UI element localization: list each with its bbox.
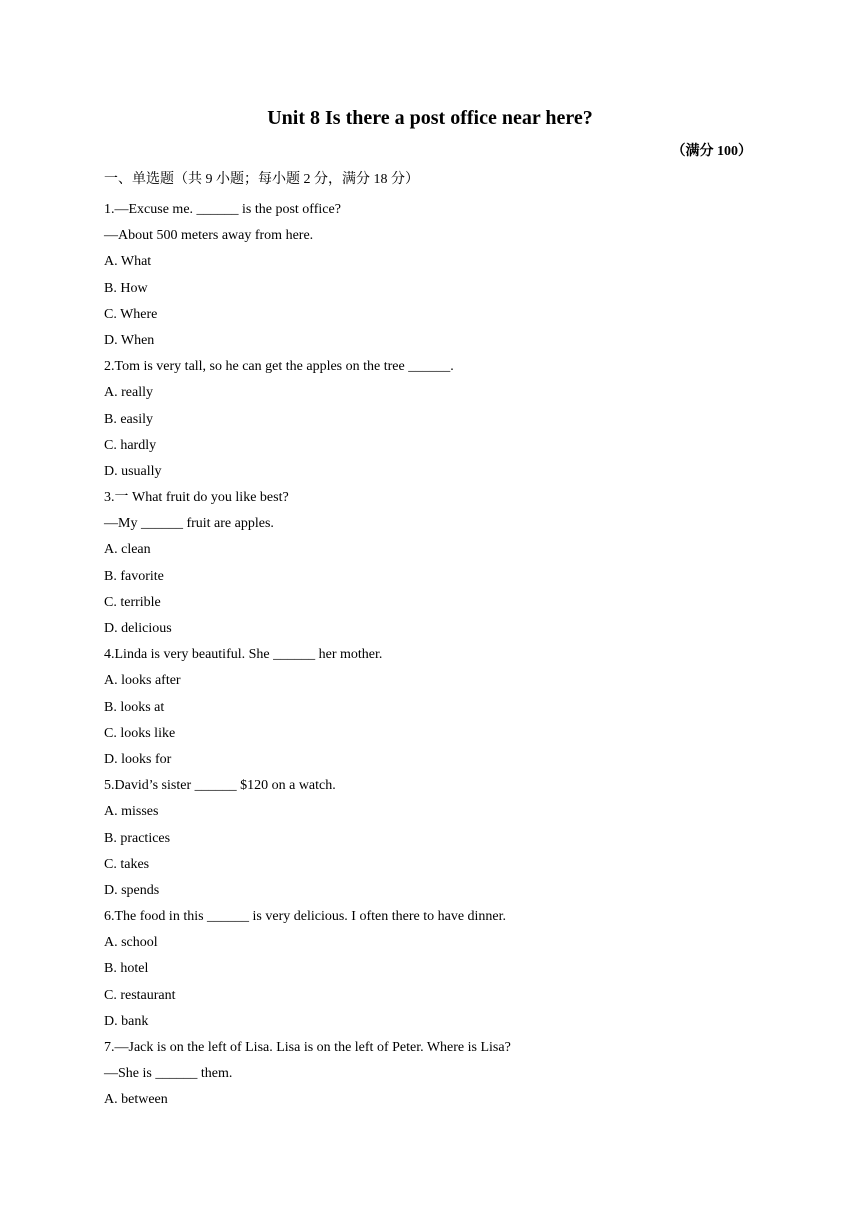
- question-4-option-d: D. looks for: [104, 751, 172, 767]
- question-5-option-d: D. spends: [104, 882, 160, 898]
- question-5-option-c: C. takes: [104, 856, 150, 872]
- question-list: [104, 200, 764, 1117]
- question-6-stem: 6.The food in this ______ is very delicious. I often there to have dinner.: [104, 909, 507, 925]
- question-2-option-a: A. really: [104, 385, 153, 401]
- question-3-option-a: A. clean: [104, 542, 151, 558]
- question-1-option-b: B. How: [104, 280, 148, 296]
- question-7-reply: —She is ______ them.: [104, 1066, 233, 1082]
- question-6-option-c: C. restaurant: [104, 987, 176, 1003]
- question-3-option-b: B. favorite: [104, 568, 164, 584]
- question-1-option-c: C. Where: [104, 306, 158, 322]
- total-score: （满分 100）: [671, 144, 752, 159]
- question-6-option-b: B. hotel: [104, 961, 149, 977]
- question-6-option-a: A. school: [104, 935, 158, 951]
- question-2-stem: 2.Tom is very tall, so he can get the apples on the tree ______.: [104, 359, 454, 375]
- question-2-option-d: D. usually: [104, 463, 162, 479]
- page-title: Unit 8 Is there a post office near here?: [267, 107, 593, 129]
- question-7-option-a: A. between: [104, 1092, 168, 1108]
- question-3-stem: 3.一 What fruit do you like best?: [104, 490, 289, 506]
- question-5-stem: 5.David’s sister ______ $120 on a watch.: [104, 778, 336, 794]
- question-6-option-d: D. bank: [104, 1013, 149, 1029]
- question-3-option-d: D. delicious: [104, 621, 172, 636]
- question-4-stem: 4.Linda is very beautiful. She ______ her mother.: [104, 647, 383, 663]
- question-4-option-b: B. looks at: [104, 699, 165, 715]
- question-2-option-c: C. hardly: [104, 437, 157, 453]
- question-5-option-b: B. practices: [104, 830, 171, 846]
- question-1-stem: 1.—Excuse me. ______ is the post office?: [104, 202, 341, 217]
- question-4-option-a: A. looks after: [104, 673, 181, 689]
- question-1-reply: —About 500 meters away from here.: [104, 228, 314, 244]
- question-1-option-a: A. What: [104, 254, 152, 270]
- question-3-reply: —My ______ fruit are apples.: [104, 516, 274, 532]
- section-heading: 一、单选题（共 9 小题；每小题 2 分，满分 18 分）: [104, 172, 419, 187]
- question-7-stem: 7.—Jack is on the left of Lisa. Lisa is on the left of Peter. Where is Lisa?: [104, 1040, 511, 1055]
- question-5-option-a: A. misses: [104, 804, 159, 820]
- question-4-option-c: C. looks like: [104, 725, 176, 741]
- question-2-option-b: B. easily: [104, 411, 153, 427]
- question-3-option-c: C. terrible: [104, 594, 161, 610]
- question-1-option-d: D. When: [104, 332, 155, 348]
